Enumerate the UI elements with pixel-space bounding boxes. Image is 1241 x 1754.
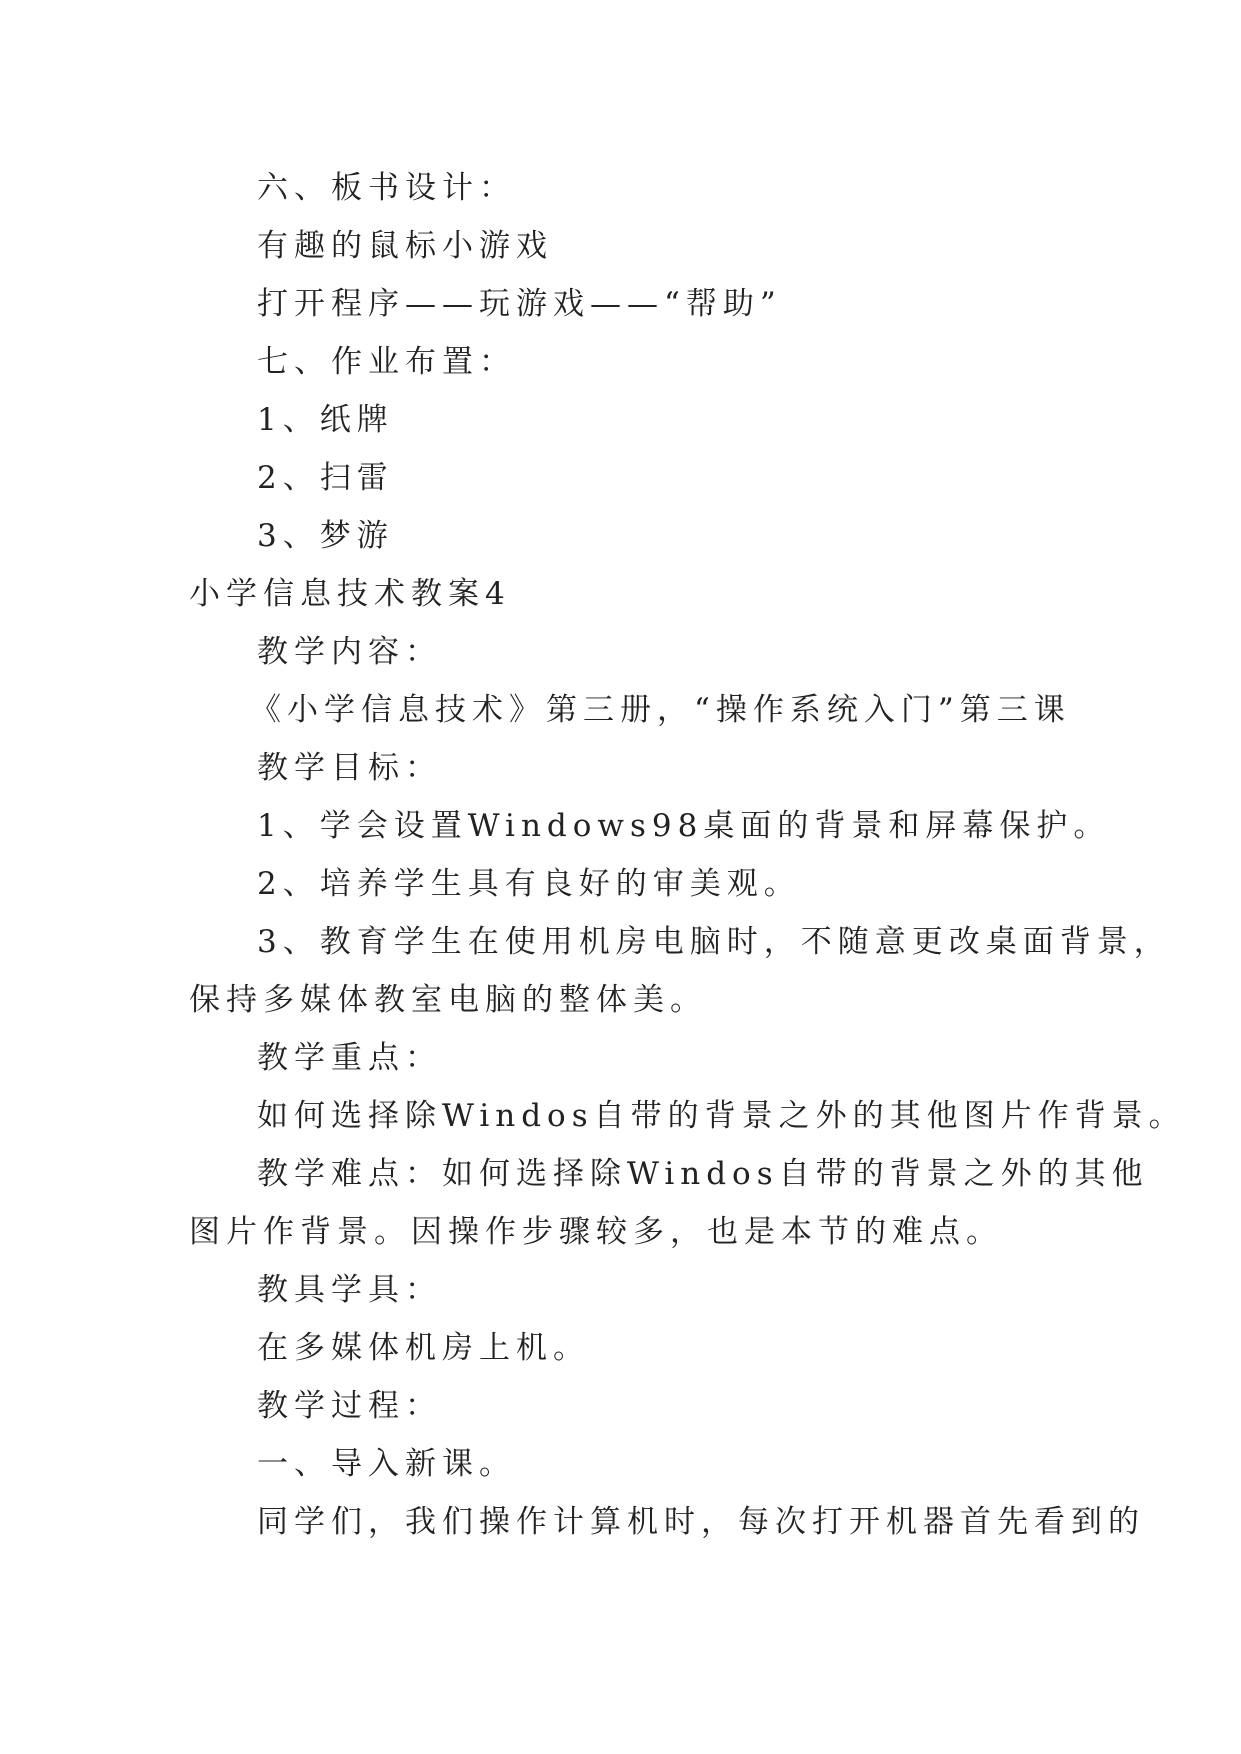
- section-heading-homework: 七、作业布置：: [257, 344, 516, 380]
- lesson-plan-title: 小学信息技术教案4: [189, 576, 511, 612]
- section-heading-process: 教学过程：: [257, 1388, 442, 1424]
- homework-item: 3、梦游: [257, 518, 394, 554]
- section-heading-key-point: 教学重点：: [257, 1040, 442, 1076]
- tools-text: 在多媒体机房上机。: [257, 1330, 590, 1366]
- goal-item: 2、培养学生具有良好的审美观。: [257, 866, 801, 902]
- board-steps: 打开程序——玩游戏——“帮助”: [257, 286, 782, 322]
- process-step-text: 同学们，我们操作计算机时，每次打开机器首先看到的: [257, 1504, 1145, 1540]
- difficulty-text-continued: 图片作背景。因操作步骤较多，也是本节的难点。: [189, 1214, 1003, 1250]
- homework-item: 2、扫雷: [257, 460, 394, 496]
- key-point-text: 如何选择除Windos自带的背景之外的其他图片作背景。: [257, 1098, 1186, 1134]
- section-heading-goals: 教学目标：: [257, 750, 442, 786]
- section-heading-tools: 教具学具：: [257, 1272, 442, 1308]
- section-heading-board-design: 六、板书设计：: [257, 170, 516, 206]
- content-text: 《小学信息技术》第三册，“操作系统入门”第三课: [250, 692, 1071, 728]
- goal-item-continued: 保持多媒体教室电脑的整体美。: [189, 982, 707, 1018]
- goal-item: 3、教育学生在使用机房电脑时，不随意更改桌面背景，: [257, 924, 1171, 960]
- process-step-heading: 一、导入新课。: [257, 1446, 516, 1482]
- goal-item: 1、学会设置Windows98桌面的背景和屏幕保护。: [257, 808, 1111, 844]
- section-heading-content: 教学内容：: [257, 634, 442, 670]
- homework-item: 1、纸牌: [257, 402, 394, 438]
- board-title: 有趣的鼠标小游戏: [257, 228, 553, 264]
- difficulty-text: 教学难点：如何选择除Windos自带的背景之外的其他: [257, 1156, 1149, 1192]
